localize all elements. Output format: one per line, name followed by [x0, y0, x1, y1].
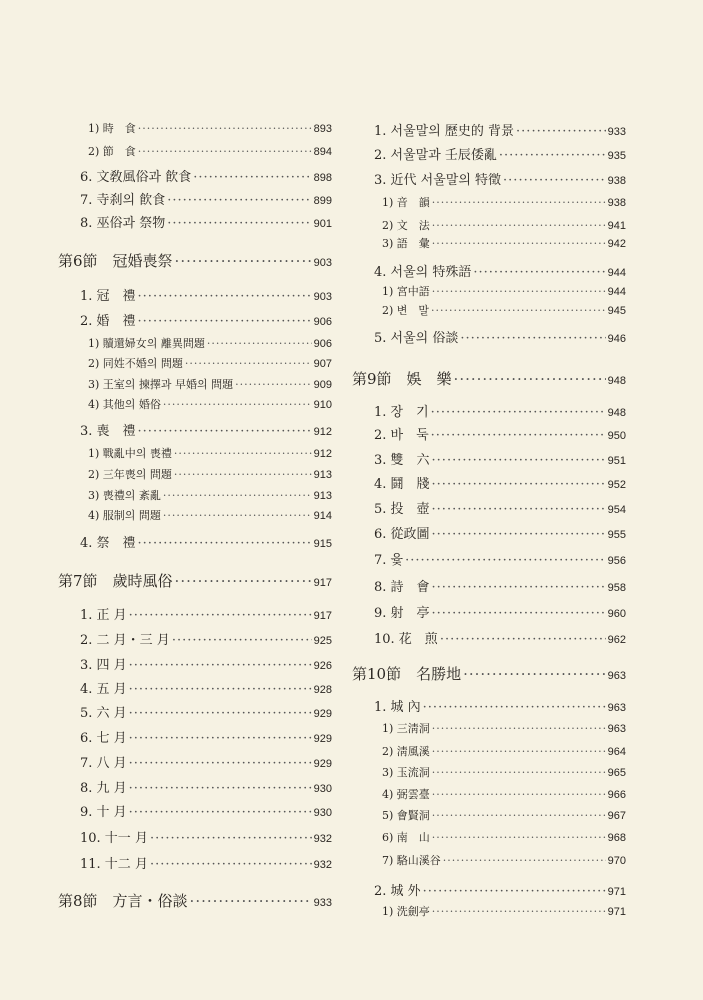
toc-entry [352, 576, 626, 595]
toc-entry-label: 5) 會賢洞 [382, 809, 430, 822]
toc-entry-label: 1) 時 食 [88, 122, 136, 135]
toc-leader-dots [175, 572, 312, 590]
toc-entry-label: 1. 正 月 [80, 608, 127, 623]
toc-entry [352, 903, 626, 919]
toc-leader-dots [432, 788, 606, 801]
toc-page-number: 963 [607, 702, 626, 714]
toc-leader-dots [516, 124, 606, 139]
toc-entry-label: 7. 윷 [374, 553, 404, 568]
toc-entry-label: 3) 喪禮의 紊亂 [88, 489, 161, 502]
toc-leader-dots [207, 337, 312, 350]
toc-leader-dots [172, 633, 312, 648]
toc-leader-dots [432, 831, 606, 844]
toc-page-number: 930 [313, 783, 332, 795]
toc-entry-label: 第10節 名勝地 [352, 665, 462, 683]
toc-entry-label: 7. 八 月 [80, 756, 127, 771]
toc-entry [58, 727, 332, 746]
toc-leader-dots [443, 854, 606, 867]
toc-page-number: 893 [313, 123, 332, 135]
toc-leader-dots [167, 216, 311, 231]
toc-page-number: 938 [607, 175, 626, 187]
toc-entry-label: 第7節 歲時風俗 [58, 572, 173, 590]
toc-page-number: 913 [313, 469, 332, 481]
toc-leader-dots [432, 905, 606, 918]
toc-page-number: 960 [607, 608, 626, 620]
toc-entry-label: 4. 祭 禮 [80, 536, 136, 551]
toc-page-number: 914 [313, 510, 332, 522]
toc-entry-label: 4. 서울의 特殊語 [374, 265, 472, 280]
toc-leader-dots [432, 766, 606, 779]
toc-entry [352, 549, 626, 568]
toc-page-number: 971 [607, 886, 626, 898]
toc-entry-label: 第8節 方言・俗談 [58, 892, 188, 910]
toc-leader-dots [405, 553, 606, 568]
toc-entry-label: 1. 城 內 [374, 700, 421, 715]
toc-entry [58, 143, 332, 159]
toc-page-number: 954 [607, 504, 626, 516]
toc-leader-dots [432, 477, 606, 492]
toc-leader-dots [454, 370, 606, 388]
toc-page-number: 964 [607, 746, 626, 758]
toc-entry-label: 2) 文 法 [382, 219, 430, 232]
toc-leader-dots [150, 857, 312, 872]
toc-page-number: 894 [313, 146, 332, 158]
toc-entry-label: 第9節 娛 樂 [352, 370, 452, 388]
toc-page-number: 935 [607, 150, 626, 162]
toc-entry-label: 3. 喪 禮 [80, 424, 136, 439]
toc-page-number: 929 [313, 758, 332, 770]
toc-entry [58, 853, 332, 872]
toc-entry-label: 3. 雙 六 [374, 453, 430, 468]
toc-entry [352, 743, 626, 759]
toc-entry [352, 302, 626, 318]
toc-section-heading [352, 663, 626, 684]
toc-page-number: 917 [313, 577, 332, 589]
toc-entry-label: 5. 서울의 俗談 [374, 331, 459, 346]
toc-page-number: 907 [313, 358, 332, 370]
toc-entry-label: 1. 冠 禮 [80, 289, 136, 304]
toc-page-number: 941 [607, 220, 626, 232]
toc-entry [352, 523, 626, 542]
toc-entry-label: 4. 五 月 [80, 682, 127, 697]
toc-entry [58, 487, 332, 503]
toc-entry [58, 396, 332, 412]
toc-entry-label: 2. 바 둑 [374, 428, 429, 443]
toc-entry [58, 752, 332, 771]
toc-entry [58, 310, 332, 329]
toc-entry-label: 6. 從政圖 [374, 527, 430, 542]
toc-entry [58, 827, 332, 846]
toc-leader-dots [432, 580, 606, 595]
toc-entry [352, 194, 626, 210]
toc-entry-label: 6. 文敎風俗과 飮食 [80, 170, 192, 185]
toc-leader-dots [138, 145, 312, 158]
toc-leader-dots [129, 731, 312, 746]
toc-entry-label: 8. 九 月 [80, 781, 127, 796]
toc-leader-dots [432, 502, 606, 517]
toc-leader-dots [432, 809, 606, 822]
toc-leader-dots [129, 608, 312, 623]
toc-entry [58, 629, 332, 648]
toc-page-number: 903 [313, 257, 332, 269]
toc-leader-dots [432, 527, 606, 542]
toc-entry [352, 283, 626, 299]
toc-entry [352, 786, 626, 802]
toc-page-number: 948 [607, 407, 626, 419]
toc-leader-dots [432, 722, 606, 735]
toc-page-number: 929 [313, 708, 332, 720]
toc-entry [352, 449, 626, 468]
toc-entry-label: 4. 鬪 牋 [374, 477, 430, 492]
toc-entry [352, 764, 626, 780]
toc-leader-dots [190, 892, 312, 910]
toc-entry [58, 507, 332, 523]
toc-page-number: 928 [313, 684, 332, 696]
toc-entry-label: 第6節 冠婚喪祭 [58, 252, 173, 270]
toc-page-number: 951 [607, 455, 626, 467]
toc-page-number: 932 [313, 833, 332, 845]
toc-leader-dots [431, 428, 606, 443]
toc-entry-label: 9. 十 月 [80, 805, 127, 820]
toc-entry-label: 10. 十一 月 [80, 831, 148, 846]
toc-entry [58, 466, 332, 482]
toc-entry-label: 3. 近代 서울말의 特徵 [374, 173, 502, 188]
toc-page-number: 898 [313, 172, 332, 184]
toc-page-number: 958 [607, 582, 626, 594]
toc-leader-dots [235, 378, 311, 391]
toc-leader-dots [138, 314, 312, 329]
toc-entry [58, 801, 332, 820]
toc-page-number: 909 [313, 379, 332, 391]
toc-leader-dots [129, 756, 312, 771]
toc-entry-label: 1) 音 韻 [382, 196, 430, 209]
toc-entry [58, 445, 332, 461]
toc-entry-label: 7) 駱山溪谷 [382, 854, 441, 867]
toc-leader-dots [440, 632, 606, 647]
toc-page-number: 917 [313, 610, 332, 622]
toc-entry [352, 498, 626, 517]
toc-page-number: 950 [607, 430, 626, 442]
toc-page-number: 945 [607, 305, 626, 317]
toc-page-number: 906 [313, 338, 332, 350]
toc-entry [58, 189, 332, 208]
toc-entry-label: 2. 城 外 [374, 884, 421, 899]
toc-entry-label: 9. 射 亭 [374, 606, 430, 621]
toc-leader-dots [138, 122, 312, 135]
toc-leader-dots [129, 706, 312, 721]
toc-leader-dots [423, 884, 606, 899]
toc-page-number: 968 [607, 832, 626, 844]
toc-entry [58, 702, 332, 721]
toc-entry [58, 604, 332, 623]
toc-entry-label: 2) 변 말 [382, 304, 430, 317]
toc-page-number: 952 [607, 479, 626, 491]
toc-leader-dots [463, 665, 606, 683]
toc-entry-label: 4) 服制의 問題 [88, 509, 161, 522]
toc-entry [58, 376, 332, 392]
toc-leader-dots [138, 536, 312, 551]
toc-leader-dots [175, 252, 312, 270]
toc-page-number: 944 [607, 286, 626, 298]
toc-entry-label: 2) 三年喪의 問題 [88, 468, 172, 481]
toc-entry-label: 1) 三淸洞 [382, 722, 430, 735]
toc-leader-dots [163, 509, 312, 522]
toc-section-heading [58, 890, 332, 911]
toc-entry-label: 3) 王室의 揀擇과 早婚의 問題 [88, 378, 234, 391]
toc-entry [352, 807, 626, 823]
toc-page-number: 910 [313, 399, 332, 411]
toc-page-number: 955 [607, 529, 626, 541]
toc-entry [58, 120, 332, 136]
toc-entry [352, 424, 626, 443]
toc-entry-label: 8. 詩 會 [374, 580, 430, 595]
toc-page-number: 915 [313, 538, 332, 550]
toc-entry-label: 1. 서울말의 歷史的 背景 [374, 124, 515, 139]
toc-page-number: 899 [313, 195, 332, 207]
toc-entry-label: 3. 四 月 [80, 658, 127, 673]
toc-page-number: 963 [607, 723, 626, 735]
toc-page-number: 948 [607, 375, 626, 387]
toc-page-number: 963 [607, 670, 626, 682]
toc-leader-dots [174, 468, 312, 481]
toc-page-number: 970 [607, 855, 626, 867]
toc-section-heading [58, 570, 332, 591]
toc-entry [58, 777, 332, 796]
toc-page-number: 912 [313, 426, 332, 438]
toc-page-number: 929 [313, 733, 332, 745]
toc-entry [352, 144, 626, 163]
toc-page-number: 944 [607, 267, 626, 279]
toc-section-heading [58, 250, 332, 271]
toc-entry [58, 335, 332, 351]
toc-leader-dots [473, 265, 605, 280]
toc-page-number: 967 [607, 810, 626, 822]
toc-entry [352, 327, 626, 346]
toc-page-number: 912 [313, 448, 332, 460]
toc-entry-label: 4) 其他의 婚俗 [88, 398, 161, 411]
toc-entry-label: 1) 贖還婦女의 離異問題 [88, 337, 205, 350]
toc-page-number: 962 [607, 634, 626, 646]
toc-entry [352, 628, 626, 647]
toc-leader-dots [432, 219, 606, 232]
toc-entry [352, 720, 626, 736]
toc-entry-label: 6. 七 月 [80, 731, 127, 746]
toc-entry [352, 880, 626, 899]
toc-page-number: 942 [607, 238, 626, 250]
toc-page-number: 938 [607, 197, 626, 209]
toc-entry-label: 2. 二 月・三 月 [80, 633, 170, 648]
toc-leader-dots [193, 170, 311, 185]
toc-leader-dots [432, 196, 606, 209]
toc-page-number: 971 [607, 906, 626, 918]
toc-entry [352, 235, 626, 251]
toc-entry-label: 2. 婚 禮 [80, 314, 136, 329]
toc-entry-label: 2) 淸風溪 [382, 745, 430, 758]
toc-page-number: 930 [313, 807, 332, 819]
toc-entry-label: 5. 六 月 [80, 706, 127, 721]
toc-entry [352, 829, 626, 845]
toc-page-number: 956 [607, 555, 626, 567]
toc-entry-label: 10. 花 煎 [374, 632, 438, 647]
toc-page-number: 901 [313, 218, 332, 230]
toc-leader-dots [460, 331, 605, 346]
toc-entry-label: 6) 南 山 [382, 831, 430, 844]
toc-leader-dots [185, 357, 312, 370]
toc-leader-dots [503, 173, 606, 188]
toc-leader-dots [431, 405, 606, 420]
toc-leader-dots [423, 700, 606, 715]
toc-entry-label: 7. 寺刹의 飮食 [80, 193, 166, 208]
toc-entry [58, 166, 332, 185]
toc-entry-label: 8. 巫俗과 祭物 [80, 216, 166, 231]
toc-leader-dots [138, 289, 312, 304]
toc-leader-dots [129, 805, 312, 820]
toc-page-number: 965 [607, 767, 626, 779]
toc-entry-label: 2) 同姓不婚의 問題 [88, 357, 183, 370]
toc-leader-dots [167, 193, 311, 208]
toc-entry [352, 473, 626, 492]
toc-leader-dots [431, 304, 606, 317]
toc-leader-dots [150, 831, 312, 846]
toc-leader-dots [163, 398, 312, 411]
toc-entry [58, 285, 332, 304]
toc-leader-dots [432, 453, 606, 468]
toc-section-heading [352, 368, 626, 389]
toc-leader-dots [499, 148, 606, 163]
toc-entry-label: 4) 弼雲臺 [382, 788, 430, 801]
toc-page-number: 933 [313, 897, 332, 909]
toc-entry-label: 1) 洗劍亭 [382, 905, 430, 918]
toc-entry [58, 678, 332, 697]
toc-leader-dots [163, 489, 312, 502]
toc-leader-dots [129, 781, 312, 796]
toc-entry [58, 532, 332, 551]
toc-entry [352, 401, 626, 420]
toc-page-number: 926 [313, 660, 332, 672]
toc-entry [58, 420, 332, 439]
toc-entry [58, 212, 332, 231]
toc-leader-dots [129, 658, 312, 673]
toc-entry-label: 1. 장 기 [374, 405, 429, 420]
toc-page-number: 932 [313, 859, 332, 871]
toc-page-number: 966 [607, 789, 626, 801]
toc-entry-label: 3) 語 彙 [382, 237, 430, 250]
toc-entry-label: 3) 玉流洞 [382, 766, 430, 779]
toc-page-number: 913 [313, 490, 332, 502]
toc-leader-dots [432, 745, 606, 758]
toc-leader-dots [174, 447, 312, 460]
toc-page-number: 906 [313, 316, 332, 328]
toc-entry [352, 120, 626, 139]
toc-entry [352, 852, 626, 868]
toc-page-number: 925 [313, 635, 332, 647]
toc-page-number: 903 [313, 291, 332, 303]
toc-entry-label: 5. 投 壺 [374, 502, 430, 517]
toc-entry [352, 261, 626, 280]
toc-leader-dots [432, 237, 606, 250]
toc-entry-label: 11. 十二 月 [80, 857, 148, 872]
toc-entry [58, 654, 332, 673]
toc-page-number: 933 [607, 126, 626, 138]
toc-leader-dots [432, 285, 606, 298]
toc-page-number: 946 [607, 333, 626, 345]
toc-leader-dots [138, 424, 312, 439]
toc-entry-label: 2. 서울말과 壬辰倭亂 [374, 148, 497, 163]
toc-entry-label: 2) 節 食 [88, 145, 136, 158]
toc-entry [352, 696, 626, 715]
toc-entry-label: 1) 戰亂中의 喪禮 [88, 447, 172, 460]
toc-entry [352, 169, 626, 188]
toc-entry [58, 355, 332, 371]
toc-entry-label: 1) 宮中語 [382, 285, 430, 298]
toc-leader-dots [432, 606, 606, 621]
toc-entry [352, 217, 626, 233]
toc-entry [352, 602, 626, 621]
toc-leader-dots [129, 682, 312, 697]
